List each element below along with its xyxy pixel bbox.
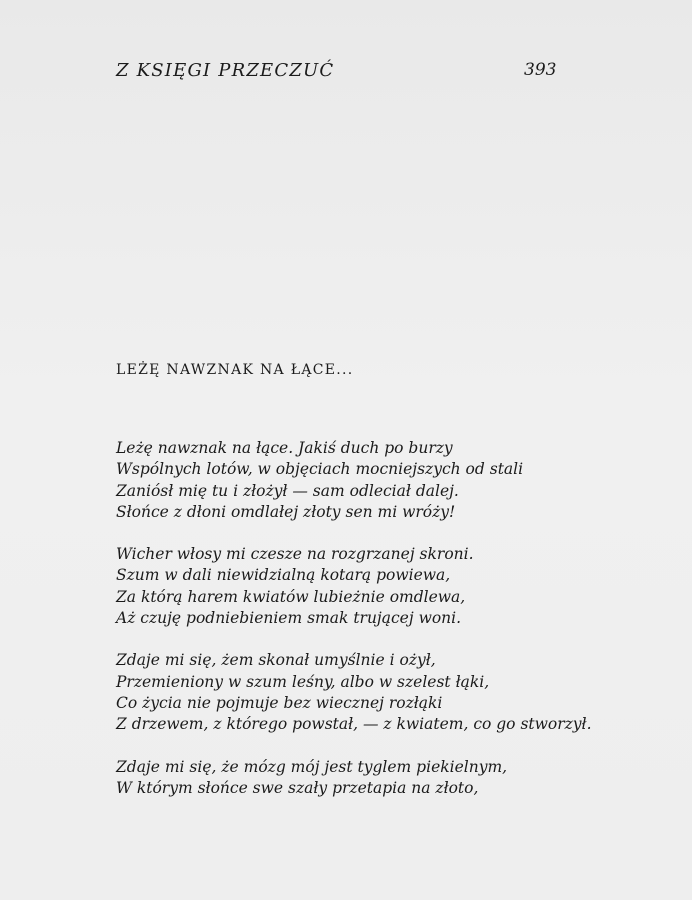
poem-title: LEŻĘ NAWZNAK NA ŁĄCE... xyxy=(116,362,354,378)
poem-line: Z drzewem, z którego powstał, — z kwiatem, co go stworzył. xyxy=(116,715,592,734)
poem-line: Leżę nawznak na łące. Jakiś duch po burzy xyxy=(116,439,453,457)
stanza-2 xyxy=(116,544,576,629)
stanza-3 xyxy=(116,650,592,735)
stanza-4 xyxy=(116,757,576,800)
poem-line: Zdaje mi się, żem skonał umyślnie i ożył, xyxy=(116,651,436,670)
poem-body xyxy=(116,438,592,820)
poem-line: Co życia nie pojmuje bez wiecznej rozłąki xyxy=(116,693,443,712)
poem-line: Wicher włosy mi czesze na rozgrzanej skroni. xyxy=(116,545,474,564)
poem-line: Za którą harem kwiatów lubieżnie omdlewa, xyxy=(116,587,466,606)
poem-line: Wspólnych lotów, w objęciach mocniejszych od stali xyxy=(116,460,524,479)
poem-line: Szum w dali niewidzialną kotarą powiewa, xyxy=(116,566,451,585)
poem-line: Zaniósł mię tu i złożył — sam odleciał dalej. xyxy=(116,481,459,500)
poem-line: Aż czuję podniebieniem smak trującej woni. xyxy=(116,609,462,628)
stanza-1 xyxy=(116,438,576,523)
poem-line: Przemieniony w szum leśny, albo w szelest łąki, xyxy=(116,672,490,691)
poem-line: W którym słońce swe szały przetapia na złoto, xyxy=(116,778,479,797)
page-number: 393 xyxy=(524,60,557,80)
running-head: Z KSIĘGI PRZECZUĆ xyxy=(116,60,335,81)
poem-line: Słońce z dłoni omdlałej złoty sen mi wróży! xyxy=(116,502,456,521)
poem-line: Zdaje mi się, że mózg mój jest tyglem piekielnym, xyxy=(116,757,508,776)
